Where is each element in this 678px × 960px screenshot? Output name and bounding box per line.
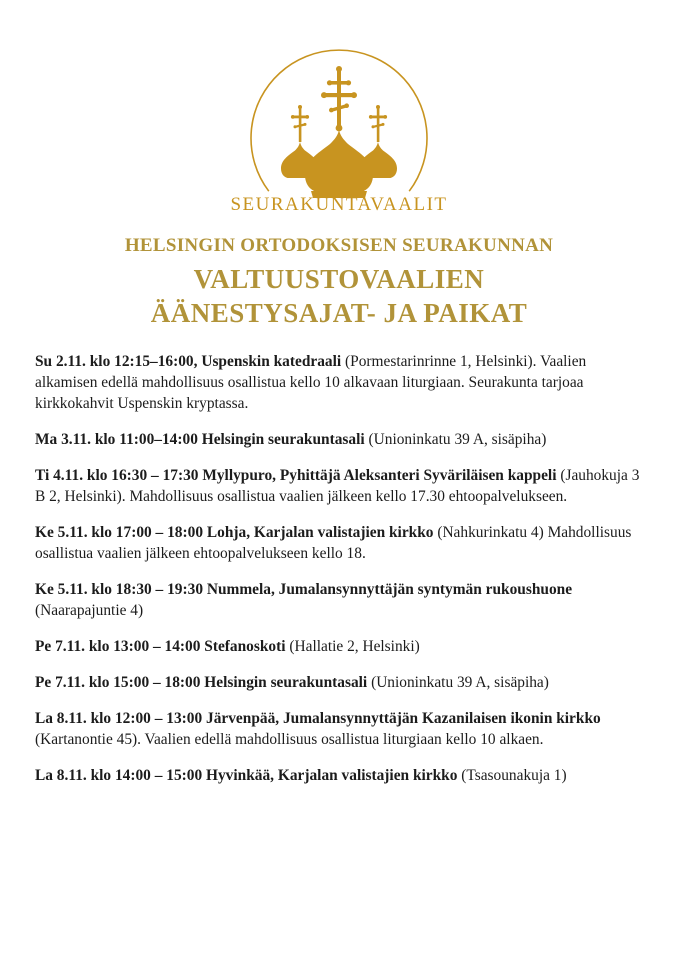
- header-organization: HELSINGIN ORTODOKSISEN SEURAKUNNAN: [124, 235, 554, 256]
- left-cross-icon: [291, 105, 309, 142]
- event-list: [35, 351, 643, 786]
- event-item: [35, 672, 643, 693]
- event-datetime-place: Ti 4.11. klo 16:30 – 17:30 Myllypuro, Pyhittäjä Aleksanteri Syväriläisen kappeli: [35, 467, 557, 484]
- event-item: [35, 522, 643, 564]
- event-details: (Kartanontie 45). Vaalien edellä mahdollisuus osallistua liturgiaan kello 10 alkaen.: [35, 731, 544, 748]
- event-item: [35, 429, 643, 450]
- orthodox-church-domes-icon: [250, 48, 428, 198]
- event-item: [35, 708, 643, 750]
- event-datetime-place: Ma 3.11. klo 11:00–14:00 Helsingin seurakuntasali: [35, 431, 365, 448]
- event-details: (Jauhokuja 3 B 2, Helsinki). Mahdollisuus osallistua vaalien jälkeen kello 17.30 ehtoopalvelukseen.: [35, 467, 640, 505]
- event-item: [35, 636, 643, 657]
- center-cross-icon: [321, 66, 357, 131]
- page-header: [35, 234, 643, 330]
- event-datetime-place: Ke 5.11. klo 17:00 – 18:00 Lohja, Karjalan valistajien kirkko: [35, 524, 434, 541]
- event-datetime-place: Pe 7.11. klo 15:00 – 18:00 Helsingin seurakuntasali: [35, 674, 368, 691]
- event-details: (Tsasounakuja 1): [457, 767, 567, 784]
- event-item: [35, 765, 643, 786]
- event-datetime-place: Su 2.11. klo 12:15–16:00, Uspenskin katedraali: [35, 353, 342, 370]
- event-datetime-place: Ke 5.11. klo 18:30 – 19:30 Nummela, Jumalansynnyttäjän syntymän rukoushuone: [35, 581, 573, 598]
- page-title: VALTUUSTOVAALIEN: [193, 264, 485, 294]
- seurakuntavaalit-logo: [35, 48, 643, 216]
- event-item: [35, 465, 643, 507]
- event-details: (Unioninkatu 39 A, sisäpiha): [367, 674, 549, 691]
- event-datetime-place: La 8.11. klo 12:00 – 13:00 Järvenpää, Jumalansynnyttäjän Kazanilaisen ikonin kirkko: [35, 710, 601, 727]
- center-dome: [305, 130, 373, 198]
- event-item: [35, 579, 643, 621]
- right-cross-icon: [369, 105, 387, 142]
- event-details: (Naarapajuntie 4): [35, 602, 144, 619]
- page-subtitle: ÄÄNESTYSAJAT- JA PAIKAT: [150, 298, 528, 328]
- event-details: (Pormestarinrinne 1, Helsinki). Vaalien alkamisen edellä mahdollisuus osallistua kello 10 alkavaan liturgiaan. Seurakunta tarjoaa kirkkokahvit Uspenskin kryptassa.: [35, 353, 587, 412]
- logo-text: SEURAKUNTAVAALIT: [230, 194, 448, 215]
- event-datetime-place: Pe 7.11. klo 13:00 – 14:00 Stefanoskoti: [35, 638, 286, 655]
- event-details: (Unioninkatu 39 A, sisäpiha): [364, 431, 547, 448]
- event-datetime-place: La 8.11. klo 14:00 – 15:00 Hyvinkää, Karjalan valistajien kirkko: [35, 767, 458, 784]
- event-item: [35, 351, 643, 414]
- event-details: (Hallatie 2, Helsinki): [285, 638, 420, 655]
- event-details: (Nahkurinkatu 4) Mahdollisuus osallistua vaalien jälkeen ehtoopalvelukseen kello 18.: [35, 524, 632, 562]
